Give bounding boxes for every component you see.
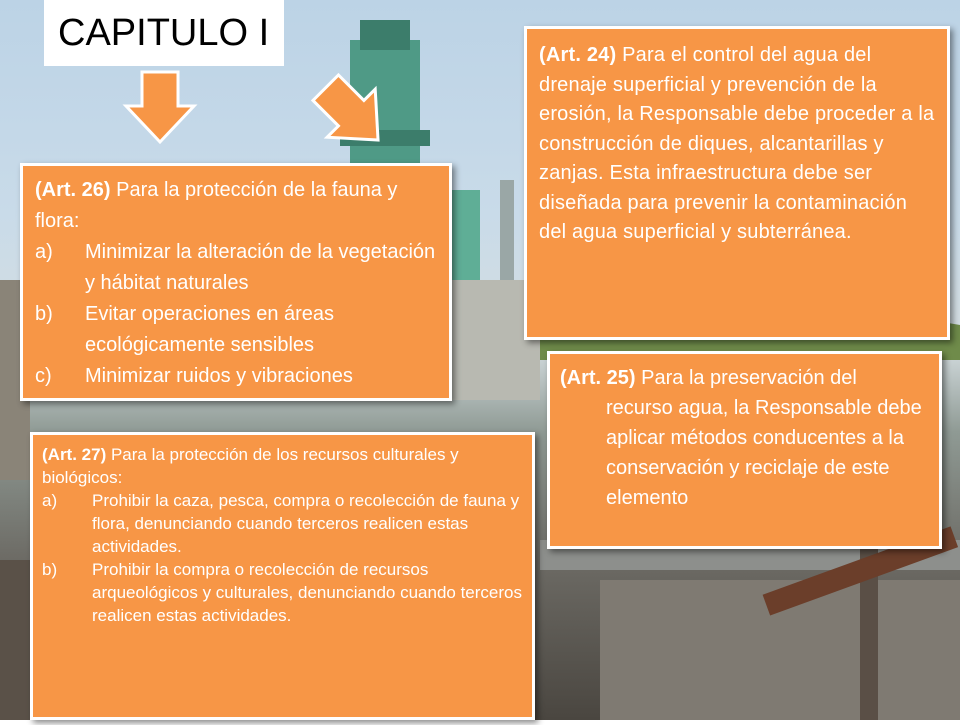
list-item xyxy=(35,237,441,299)
art-27-intro xyxy=(42,443,524,489)
art-24-ref: (Art. 24) xyxy=(539,44,617,66)
art-25-box xyxy=(547,351,942,549)
art-26-ref: (Art. 26) xyxy=(35,179,111,201)
art-25-ref: (Art. 25) xyxy=(560,367,636,389)
art-27-ref: (Art. 27) xyxy=(42,445,107,464)
art-25-text: recurso agua, la Responsable debe aplicar métodos conducentes a la conservación y reciclaje de este elemento xyxy=(606,397,922,509)
art-26-list xyxy=(35,237,441,392)
list-item xyxy=(35,299,441,361)
list-item-text: Prohibir la caza, pesca, compra o recolección de fauna y flora, denunciando cuando terceros realicen estas actividades. xyxy=(92,491,520,556)
list-item-text: Evitar operaciones en áreas ecológicamente sensibles xyxy=(85,303,335,356)
list-item-text: Minimizar la alteración de la vegetación y hábitat naturales xyxy=(85,241,436,294)
list-item xyxy=(35,361,441,392)
slide-title: CAPITULO I xyxy=(44,0,284,66)
art-24-text: Para el control del agua del drenaje superficial y prevención de la erosión, la Responsable debe proceder a la construcción de diques, alcantarillas y zanjas. Esta infraestructura debe ser diseñada para prevenir la contaminación del agua superficial y subterránea. xyxy=(539,44,935,243)
list-item-text: Minimizar ruidos y vibraciones xyxy=(85,365,353,387)
down-arrow-icon xyxy=(124,72,196,144)
art-26-box xyxy=(20,163,452,401)
diagonal-arrow-icon xyxy=(312,74,396,158)
list-marker: c) xyxy=(35,365,52,387)
list-marker: a) xyxy=(35,241,53,263)
list-marker: b) xyxy=(35,303,53,325)
art-25-first-line xyxy=(560,363,931,393)
art-27-intro-text: Para la protección de los recursos culturales y biológicos: xyxy=(42,445,459,487)
list-item xyxy=(42,558,524,627)
list-item xyxy=(42,489,524,558)
art-27-list xyxy=(42,489,524,627)
art-25-line1: Para la preservación del xyxy=(635,367,857,389)
art-26-intro-text: Para la protección de la fauna y flora: xyxy=(35,179,398,232)
art-24-box xyxy=(524,26,950,340)
art-26-intro xyxy=(35,175,441,237)
art-27-box xyxy=(30,432,535,720)
list-marker: a) xyxy=(42,491,58,510)
list-marker: b) xyxy=(42,560,58,579)
list-item-text: Prohibir la compra o recolección de recursos arqueológicos y culturales, denunciando cuando terceros realicen estas actividades. xyxy=(92,560,522,625)
